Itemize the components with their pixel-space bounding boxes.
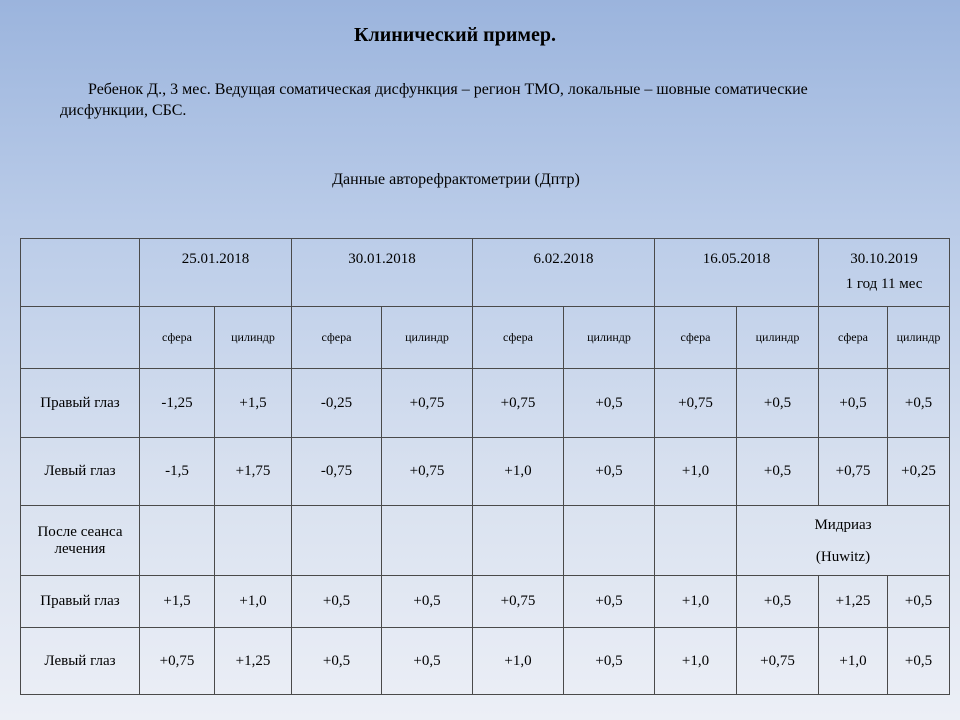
table-row: [21, 438, 950, 506]
sub-header: сфера: [292, 307, 382, 369]
table-cell: +1,5: [215, 369, 292, 438]
sub-header: цилиндр: [382, 307, 473, 369]
table-cell: +0,5: [382, 628, 473, 695]
table-cell: [292, 506, 382, 576]
table-row: [21, 239, 950, 307]
table-cell: [382, 506, 473, 576]
table-cell: [655, 506, 737, 576]
table-cell: +1,0: [655, 438, 737, 506]
table-row: [21, 369, 950, 438]
table-cell: -0,75: [292, 438, 382, 506]
table-cell: +0,75: [473, 576, 564, 628]
table-cell: +1,25: [215, 628, 292, 695]
table-cell: +0,5: [737, 438, 819, 506]
sub-header: сфера: [819, 307, 888, 369]
table-row: [21, 307, 950, 369]
table-cell: +1,75: [215, 438, 292, 506]
table-cell: [215, 506, 292, 576]
note-line: (Huwitz): [815, 548, 871, 565]
table-cell: +0,25: [888, 438, 950, 506]
table-cell: +0,5: [564, 628, 655, 695]
table-cell: +1,0: [215, 576, 292, 628]
date-header: 25.01.2018: [140, 239, 292, 307]
sub-header: цилиндр: [215, 307, 292, 369]
table-caption: Данные авторефрактометрии (Дптр): [332, 171, 580, 188]
table-cell: +0,75: [819, 438, 888, 506]
row-label: Левый глаз: [21, 438, 140, 506]
table-cell: +1,0: [819, 628, 888, 695]
table-cell: [473, 506, 564, 576]
table-cell: +0,5: [564, 438, 655, 506]
table-cell: +0,5: [888, 369, 950, 438]
table-row: [21, 506, 950, 576]
row-label: Правый глаз: [21, 369, 140, 438]
sub-header: цилиндр: [564, 307, 655, 369]
table-cell: +0,75: [473, 369, 564, 438]
table-cell: +0,5: [819, 369, 888, 438]
page-title: Клинический пример.: [354, 24, 556, 46]
session-label: После сеанса лечения: [21, 506, 140, 576]
date-header: 16.05.2018: [655, 239, 819, 307]
sub-header: сфера: [655, 307, 737, 369]
date-header: 6.02.2018: [473, 239, 655, 307]
mydriasis-note: [737, 506, 950, 576]
table-cell: +1,5: [140, 576, 215, 628]
row-label: Левый глаз: [21, 628, 140, 695]
date-label: 30.10.2019: [850, 251, 918, 267]
table-cell: +0,5: [564, 369, 655, 438]
table-cell: +0,5: [292, 576, 382, 628]
table-cell: +0,5: [888, 628, 950, 695]
table-cell: -1,25: [140, 369, 215, 438]
table-row: [21, 628, 950, 695]
table-cell: [140, 506, 215, 576]
sub-header: сфера: [473, 307, 564, 369]
date-header-last: [819, 239, 950, 307]
table-cell: +0,5: [737, 369, 819, 438]
table-cell: +0,5: [382, 576, 473, 628]
table-cell: +0,75: [655, 369, 737, 438]
table-cell: +1,25: [819, 576, 888, 628]
table-cell: +0,5: [292, 628, 382, 695]
table-cell: +0,75: [140, 628, 215, 695]
table-cell: +0,75: [737, 628, 819, 695]
table-cell: -1,5: [140, 438, 215, 506]
table-cell: +0,5: [737, 576, 819, 628]
row-label: Правый глаз: [21, 576, 140, 628]
table-cell: +0,5: [888, 576, 950, 628]
table-cell: +0,75: [382, 369, 473, 438]
table-cell: [564, 506, 655, 576]
age-label: 1 год 11 мес: [845, 276, 923, 292]
corner-cell: [21, 239, 140, 307]
sub-header: цилиндр: [888, 307, 950, 369]
table-cell: +1,0: [473, 438, 564, 506]
table-cell: +0,5: [564, 576, 655, 628]
table-cell: -0,25: [292, 369, 382, 438]
note-line: Мидриаз: [814, 516, 872, 533]
autorefractometry-table: [20, 238, 950, 695]
table-row: [21, 576, 950, 628]
table-cell: +1,0: [473, 628, 564, 695]
table-cell: +1,0: [655, 628, 737, 695]
table-cell: +0,75: [382, 438, 473, 506]
intro-paragraph: Ребенок Д., 3 мес. Ведущая соматическая дисфункция – регион ТМО, локальные – шовные соматические дисфункции, СБС.: [60, 81, 808, 119]
sub-header: цилиндр: [737, 307, 819, 369]
corner-cell: [21, 307, 140, 369]
date-header: 30.01.2018: [292, 239, 473, 307]
table-cell: +1,0: [655, 576, 737, 628]
sub-header: сфера: [140, 307, 215, 369]
